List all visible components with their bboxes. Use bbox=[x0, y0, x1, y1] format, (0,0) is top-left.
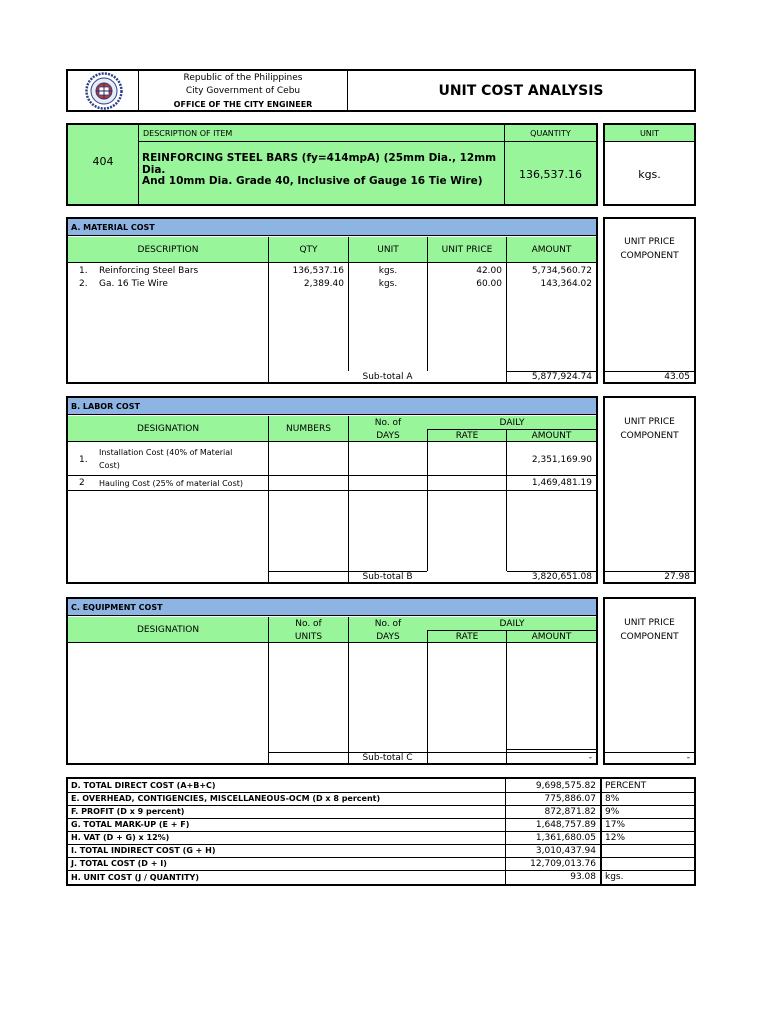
material-section-title: A. MATERIAL COST bbox=[71, 223, 155, 232]
summary-value-indirect: 3,010,437.94 bbox=[535, 845, 596, 856]
summary-extra-markup-percent: 17% bbox=[605, 819, 626, 830]
material-row-1-qty: 136,537.16 bbox=[292, 265, 344, 276]
equipment-cost-table bbox=[66, 597, 598, 765]
equipment-component: - bbox=[686, 752, 690, 763]
labor-col-amount: AMOUNT bbox=[531, 430, 572, 441]
summary-table bbox=[66, 777, 696, 886]
equipment-col-daily: DAILY bbox=[499, 618, 525, 629]
material-row-1-unit: kgs. bbox=[378, 265, 398, 276]
equipment-subtotal-label: Sub-total C bbox=[362, 752, 413, 763]
header-office: OFFICE OF THE CITY ENGINEER bbox=[173, 99, 313, 109]
header-republic: Republic of the Philippines bbox=[183, 73, 303, 83]
material-cost-table bbox=[66, 217, 598, 384]
material-row-2-description: Ga. 16 Tie Wire bbox=[99, 278, 168, 289]
equipment-col-units-line2: UNITS bbox=[294, 631, 323, 642]
labor-subtotal-spacer bbox=[349, 571, 506, 582]
equipment-col-days-line1: No. of bbox=[374, 618, 402, 629]
labor-row-1-no: 1. bbox=[79, 454, 88, 465]
material-row-2-qty: 2,389.40 bbox=[303, 278, 344, 289]
equipment-col-rate: RATE bbox=[455, 631, 479, 642]
summary-value-overhead: 775,886.07 bbox=[544, 793, 596, 804]
labor-component-box bbox=[603, 396, 696, 584]
equipment-col-units-line1: No. of bbox=[295, 618, 322, 629]
material-col-description: DESCRIPTION bbox=[137, 245, 199, 255]
material-row-1-no: 1. bbox=[79, 265, 88, 276]
material-col-unit: UNIT bbox=[377, 245, 399, 255]
labor-row-2-amount: 1,469,481.19 bbox=[531, 478, 592, 488]
header-city: City Government of Cebu bbox=[185, 86, 301, 96]
item-unit-label: UNIT bbox=[639, 128, 660, 138]
equipment-col-days-line2: DAYS bbox=[376, 631, 400, 642]
summary-label-markup: G. TOTAL MARK-UP (E + F) bbox=[71, 820, 190, 829]
summary-value-markup: 1,648,757.89 bbox=[535, 819, 596, 830]
labor-row-2-description: Hauling Cost (25% of material Cost) bbox=[99, 478, 243, 488]
labor-row-2-no: 2 bbox=[79, 478, 85, 488]
material-upc-line1: UNIT PRICE bbox=[624, 237, 675, 247]
equipment-col-designation: DESIGNATION bbox=[136, 625, 200, 635]
material-row-2-amount: 143,364.02 bbox=[540, 278, 592, 289]
labor-cost-table bbox=[66, 396, 598, 584]
labor-col-daily: DAILY bbox=[499, 417, 525, 428]
labor-col-numbers: NUMBERS bbox=[286, 424, 331, 434]
item-quantity: 136,537.16 bbox=[519, 167, 582, 181]
labor-component: 27.98 bbox=[664, 571, 690, 582]
equipment-upc-line1: UNIT PRICE bbox=[624, 618, 675, 628]
summary-label-total-direct: D. TOTAL DIRECT COST (A+B+C) bbox=[71, 781, 216, 790]
summary-label-unit-cost: H. UNIT COST (J / QUANTITY) bbox=[71, 872, 200, 882]
summary-value-profit: 872,871.82 bbox=[544, 806, 596, 817]
labor-upc-line1: UNIT PRICE bbox=[624, 417, 675, 427]
summary-label-total-cost: J. TOTAL COST (D + I) bbox=[71, 859, 167, 868]
page-title: UNIT COST ANALYSIS bbox=[438, 82, 604, 99]
item-description-line2: And 10mm Dia. Grade 40, Inclusive of Gauge 16 Tie Wire) bbox=[142, 175, 483, 187]
labor-col-days-line2: DAYS bbox=[376, 430, 400, 441]
summary-label-indirect: I. TOTAL INDIRECT COST (G + H) bbox=[71, 846, 216, 855]
equipment-component-box bbox=[603, 597, 696, 765]
labor-col-rate: RATE bbox=[455, 430, 479, 441]
header-box bbox=[66, 69, 696, 112]
summary-extra-profit-percent: 9% bbox=[605, 806, 620, 817]
material-component: 43.05 bbox=[664, 371, 690, 382]
material-row-2-price: 60.00 bbox=[476, 278, 502, 289]
summary-value-total-direct: 9,698,575.82 bbox=[535, 780, 596, 791]
summary-label-overhead: E. OVERHEAD, CONTIGENCIES, MISCELLANEOUS-OCM (D x 8 percent) bbox=[71, 794, 381, 803]
material-subtotal: 5,877,924.74 bbox=[507, 371, 596, 382]
item-description-line1: REINFORCING STEEL BARS (fy=414mpA) (25mm Dia., 12mm Dia. bbox=[142, 152, 497, 176]
material-col-unit-price: UNIT PRICE bbox=[441, 245, 493, 255]
summary-extra-vat-percent: 12% bbox=[605, 832, 626, 843]
material-col-amount: AMOUNT bbox=[531, 245, 572, 255]
material-row-2-unit: kgs. bbox=[378, 278, 398, 289]
material-row-1-amount: 5,734,560.72 bbox=[531, 265, 592, 276]
labor-subtotal-label: Sub-total B bbox=[362, 571, 413, 582]
item-box bbox=[66, 123, 598, 206]
summary-value-total-cost: 12,709,013.76 bbox=[530, 858, 596, 869]
material-row-1-price: 42.00 bbox=[476, 265, 502, 276]
equipment-col-amount: AMOUNT bbox=[531, 631, 572, 642]
summary-extra-unit: kgs. bbox=[605, 872, 624, 882]
summary-extra-percent-label: PERCENT bbox=[605, 780, 647, 791]
labor-row-1-description-line2: Cost) bbox=[99, 460, 120, 470]
labor-upc-line2: COMPONENT bbox=[620, 431, 679, 441]
item-quantity-label: QUANTITY bbox=[530, 128, 571, 138]
labor-subtotal: 3,820,651.08 bbox=[507, 571, 596, 582]
summary-value-unit-cost: 93.08 bbox=[570, 872, 596, 882]
summary-extra-overhead-percent: 8% bbox=[605, 793, 620, 804]
equipment-section-title: C. EQUIPMENT COST bbox=[71, 603, 163, 612]
item-unit-box bbox=[603, 123, 696, 206]
labor-row-1-description-line1: Installation Cost (40% of Material bbox=[99, 447, 233, 457]
labor-col-designation: DESIGNATION bbox=[136, 424, 200, 434]
material-component-box bbox=[603, 217, 696, 384]
equipment-upc-line2: COMPONENT bbox=[620, 632, 679, 642]
summary-value-vat: 1,361,680.05 bbox=[535, 832, 596, 843]
item-unit: kgs. bbox=[638, 167, 661, 181]
material-col-qty: QTY bbox=[299, 245, 318, 255]
labor-row-1-amount: 2,351,169.90 bbox=[531, 454, 592, 465]
summary-label-vat: H. VAT (D + G) x 12%) bbox=[71, 833, 170, 842]
item-description-label: DESCRIPTION OF ITEM bbox=[143, 128, 233, 138]
summary-label-profit: F. PROFIT (D x 9 percent) bbox=[71, 807, 185, 816]
city-seal-icon bbox=[76, 72, 132, 110]
equipment-subtotal: - bbox=[588, 752, 592, 763]
item-number: 404 bbox=[92, 154, 114, 168]
labor-section-title: B. LABOR COST bbox=[71, 402, 140, 411]
material-subtotal-label: Sub-total A bbox=[362, 371, 413, 382]
material-row-1-description: Reinforcing Steel Bars bbox=[99, 265, 199, 276]
material-row-2-no: 2. bbox=[79, 278, 88, 289]
material-upc-line2: COMPONENT bbox=[620, 251, 679, 261]
labor-col-days-line1: No. of bbox=[374, 417, 402, 428]
